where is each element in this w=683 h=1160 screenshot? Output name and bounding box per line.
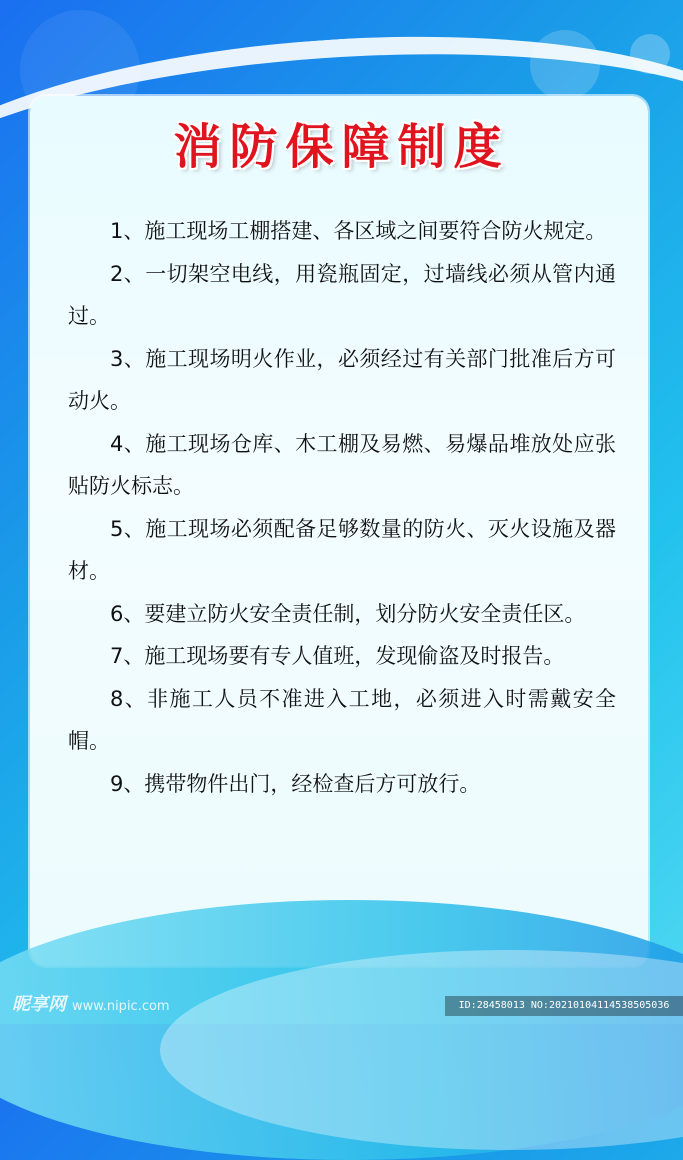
- rule-item: 7、施工现场要有专人值班，发现偷盗及时报告。: [110, 644, 565, 668]
- rule-item: 4、施工现场仓库、木工棚及易燃、易爆品堆放处应张贴防火标志。: [68, 431, 616, 498]
- watermark-brand: [12, 990, 170, 1016]
- rule-item: 2、一切架空电线，用瓷瓶固定，过墙线必须从管内通过。: [68, 261, 616, 328]
- rule-item: 3、施工现场明火作业，必须经过有关部门批准后方可动火。: [68, 346, 616, 413]
- rule-item: 5、施工现场必须配备足够数量的防火、灭火设施及器材。: [68, 516, 616, 583]
- rule-item: 1、施工现场工棚搭建、各区域之间要符合防火规定。: [110, 219, 607, 243]
- poster-title: 消防保障制度: [173, 119, 510, 175]
- watermark-url: www.nipic.com: [72, 999, 170, 1014]
- rule-item: 9、携带物件出门，经检查后方可放行。: [110, 771, 481, 796]
- watermark-brand-name: 昵享网: [12, 994, 66, 1015]
- rule-item: 8、非施工人员不准进入工地，必须进入时需戴安全帽。: [68, 686, 616, 753]
- rule-item: 6、要建立防火安全责任制，划分防火安全责任区。: [110, 601, 586, 626]
- background-circle: [530, 30, 600, 100]
- background-circle: [630, 34, 670, 74]
- watermark-id: ID:28458013 NO:20210104114538505036: [445, 996, 683, 1016]
- rules-list: [68, 210, 616, 805]
